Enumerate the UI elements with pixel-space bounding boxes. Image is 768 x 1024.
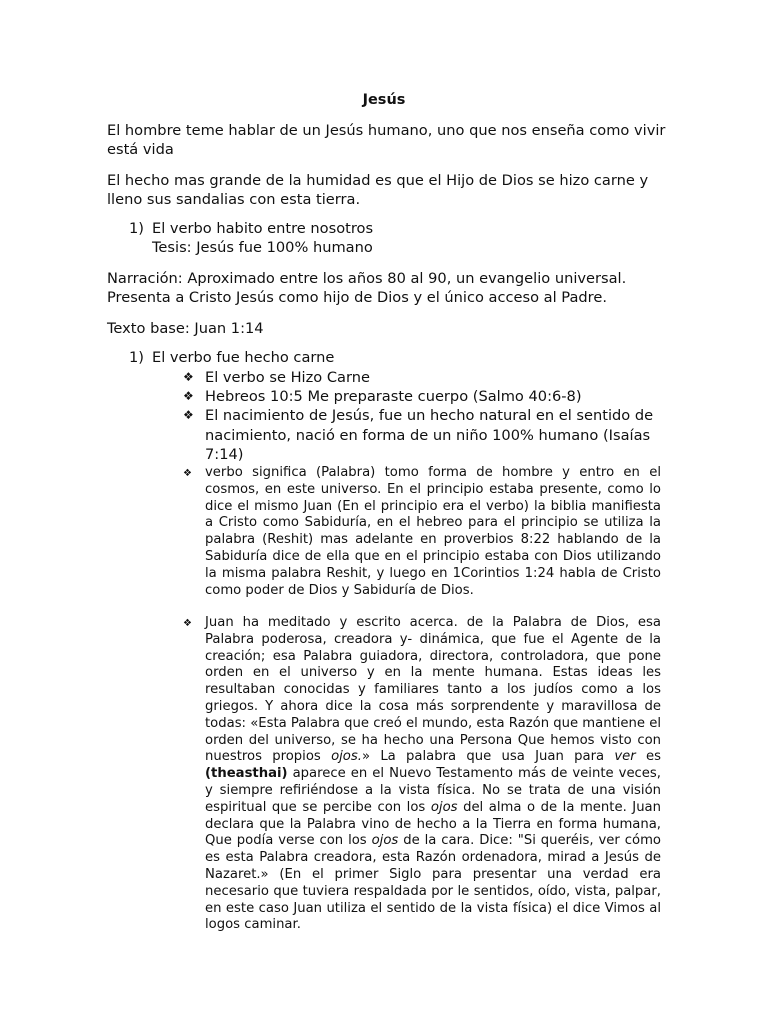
text-run: aparece en el Nuevo Testamento más de veinte veces, y siempre refiriéndose a la vista física. No se trata de una visión espiritual que se percibe con los [205,766,661,815]
bullet-paragraph-text [183,615,661,934]
text-run: » La palabra que usa Juan para [361,749,615,765]
bullet-text: El verbo se Hizo Carne [205,369,370,386]
list-number: 1) [129,349,144,366]
intro-paragraph-2: El hecho mas grande de la humidad es que el Hijo de Dios se hizo carne y lleno sus sandalias con esta tierra. [107,172,649,208]
diamond-bullet-icon: ❖ [183,370,194,384]
intro-paragraph-1: El hombre teme hablar de un Jesús humano, uno que nos enseña como vivir está vida [107,122,666,158]
diamond-bullet-icon: ❖ [183,468,192,479]
bullet-text: El nacimiento de Jesús, fue un hecho natural en el sentido de nacimiento, nació en forma de un niño 100% humano (Isaías 7:14) [205,407,654,463]
point-text: El verbo habito entre nosotros [152,220,374,237]
text-run: de la cara. Dice: "Si queréis, ver cómo es esta Palabra creadora, esta Razón ordenadora, mirad a Jesús de Nazaret.» (En el primer Siglo para presentar una verdad era necesario que tuviera respaldada por le sentidos, oído, vista, palpar, en este caso Juan utiliza el sentido de la vista física) el dice Vimos al logos caminar. [205,833,661,933]
diamond-bullet-icon: ❖ [183,408,194,422]
text-run: es [635,749,661,765]
bullet-paragraph [183,615,661,934]
narration-paragraph: Narración: Aproximado entre los años 80 al 90, un evangelio universal. Presenta a Cristo Jesús como hijo de Dios y el único acceso al Padre. [107,270,627,306]
thesis-text: Tesis: Jesús fue 100% humano [152,239,373,256]
diamond-bullet-icon: ❖ [183,618,192,629]
document-title: Jesús [362,92,406,108]
italic-run: ojos [430,799,458,815]
bold-run: (theasthai) [205,766,288,782]
italic-run: ver [614,749,636,765]
outline-heading [129,348,649,367]
bullet-paragraph-text: verbo significa (Palabra) tomo forma de hombre y entro en el cosmos, en este universo. En el principio estaba presente, como lo dice el mismo Juan (En el principio era el verbo) la biblia manifiesta a Cristo como Sabiduría, en el hebreo para el principio se utiliza la palabra (Reshit) mas adelante en proverbios 8:22 hablando de la Sabiduría dice de ella que en el principio estaba con Dios utilizando la misma palabra Reshit, y luego en 1Corintios 1:24 habla de Cristo como poder de Dios y Sabiduría de Dios. [205,465,661,598]
bullet-text: Hebreos 10:5 Me preparaste cuerpo (Salmo 40:6-8) [205,388,582,405]
list-number: 1) [129,220,144,237]
bullet-item [183,368,661,388]
numbered-point-one [129,219,649,257]
diamond-bullet-icon: ❖ [183,389,194,403]
bullet-item [183,387,661,407]
bullet-item [183,406,661,465]
base-text: Texto base: Juan 1:14 [107,320,264,337]
text-run: del alma o de la mente. Juan declara que la Palabra vino de hecho a la Tierra en forma humana, Que podía verse con los [205,799,661,849]
outline-heading-text: El verbo fue hecho carne [152,349,335,366]
text-run: Juan ha meditado y escrito acerca. de la Palabra de Dios, esa Palabra poderosa, creadora y- dinámica, que fue el Agente de la creación; esa Palabra guiadora, directora, controladora, que pone orden en el universo y en la mente humana. Estas ideas les resultaban conocidas y familiares tanto a los judíos como a los griegos. Y ahora dice la cosa más sorprendente y maravillosa de todas: «Esta Palabra que creó el mundo, esta Razón que mantiene el orden del universo, se ha hecho una Persona Que hemos visto con nuestros propios [205,615,661,765]
italic-run: ojos [371,833,399,849]
italic-run: ojos. [331,749,362,765]
bullet-paragraph [183,465,661,599]
